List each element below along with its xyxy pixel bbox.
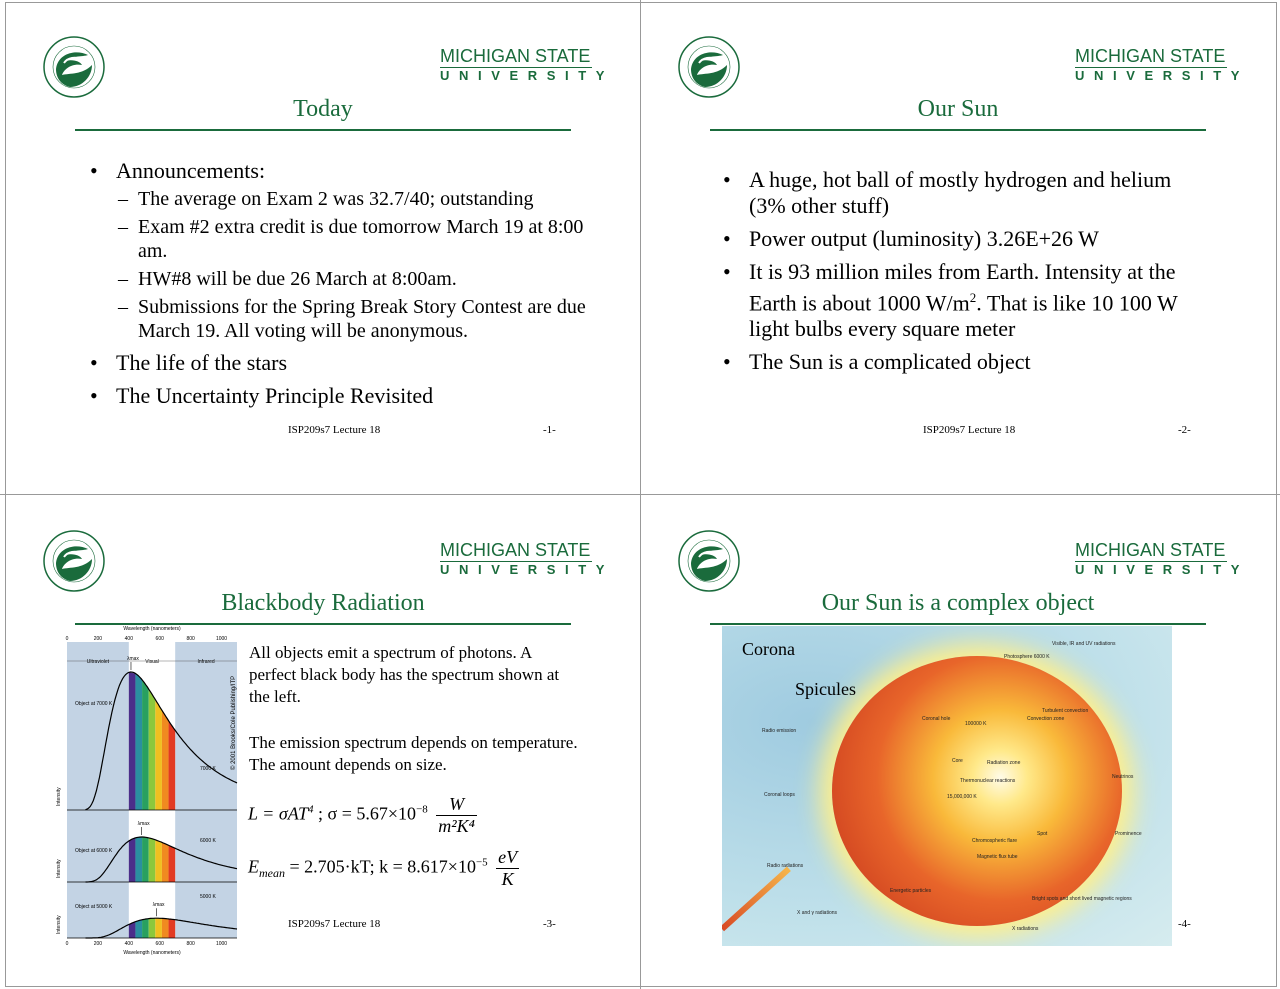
sun-label: Prominence	[1115, 831, 1142, 837]
spectrum-band	[155, 840, 162, 882]
object-label: Object at 6000 K	[75, 848, 113, 854]
numerator: eV	[498, 847, 518, 867]
label-corona: Corona	[742, 639, 795, 659]
slide-2-bullets	[723, 167, 1198, 382]
msu-line2: UNIVERSITY	[440, 68, 615, 83]
tick-label-bottom: 200	[93, 941, 103, 947]
eq-text: E	[248, 856, 259, 877]
lambda-max-label: λmax	[137, 821, 150, 827]
sun-label: X radiations	[1012, 926, 1039, 932]
spectrum-band	[155, 918, 162, 938]
sun-label: Convection zone	[1027, 716, 1065, 722]
object-label: Object at 5000 K	[75, 904, 113, 910]
spectrum-band	[162, 842, 169, 882]
slide-1-bullets	[90, 158, 590, 416]
mean-energy-equation	[248, 847, 519, 890]
spectrum-band	[142, 680, 149, 810]
tick-label-bottom: 1000	[215, 941, 228, 947]
bullet-text: Announcements:	[116, 158, 266, 183]
slide-footer: ISP209s7 Lecture 18	[288, 424, 381, 436]
title-rule	[710, 623, 1206, 625]
temperature-label: 7000 K	[200, 766, 216, 772]
sun-label: Coronal loops	[764, 792, 795, 798]
eq-text: L = σAT	[248, 803, 309, 824]
slide-1	[0, 0, 635, 494]
lambda-max-label: λmax	[126, 656, 139, 662]
sun-label: Spot	[1037, 831, 1048, 837]
slide-title: Blackbody Radiation	[221, 590, 425, 616]
sun-label: Chromospheric flare	[972, 838, 1018, 844]
tick-label-bottom: 600	[155, 941, 164, 947]
bullet-text: . That is like 10 100 W light bulbs every square meter	[749, 290, 1178, 342]
sun-label: Thermonuclear reactions	[960, 778, 1016, 784]
msu-line1: MICHIGAN STATE	[1075, 46, 1226, 66]
msu-line1: MICHIGAN STATE	[1075, 540, 1226, 560]
lambda-max-label: λmax	[152, 902, 165, 909]
eq-text: ; σ = 5.67×10	[313, 803, 417, 824]
spectrum-band	[169, 845, 176, 882]
spectrum-band	[155, 700, 162, 810]
object-label: Object at 7000 K	[75, 701, 113, 707]
spectrum-band	[169, 919, 176, 938]
bullet-text: It is 93 million miles from Earth. Intensity at the Earth is about 1000 W/m	[749, 259, 1176, 316]
msu-line2: UNIVERSITY	[1075, 68, 1250, 83]
spectrum-band	[135, 920, 142, 938]
sun-illustration	[832, 656, 1122, 926]
denominator: K	[501, 869, 514, 889]
sun-label: Photosphere 6000 K	[1004, 654, 1050, 660]
slide-title: Our Sun is a complex object	[821, 590, 1095, 616]
axis-title-bottom: Wavelength (nanometers)	[123, 950, 181, 956]
msu-wordmark	[440, 46, 615, 84]
eq-exp: −8	[416, 803, 428, 816]
spectrum-band	[135, 673, 142, 810]
numerator: W	[436, 794, 477, 816]
sun-label: Neutrinos	[1112, 774, 1134, 780]
bullet: • Power output (luminosity) 3.26E+26 W	[723, 226, 1198, 252]
region-label: Ultraviolet	[86, 659, 110, 665]
eq-exp: −5	[475, 856, 488, 869]
copyright: © 2001 Brooks/Cole Publishing/ITP	[231, 675, 237, 770]
eq-exp: 4	[308, 803, 314, 816]
slide-footer: ISP209s7 Lecture 18	[923, 424, 1016, 436]
sun-label: Core	[952, 758, 963, 764]
axis-title-top: Wavelength (nanometers)	[123, 626, 181, 632]
bullet: • The life of the stars	[90, 350, 590, 376]
spectrum-band	[142, 837, 149, 882]
msu-wordmark	[1075, 540, 1250, 578]
eq-text: = 2.705·kT; k = 8.617×10	[285, 856, 476, 877]
slide-page-number: -3-	[543, 918, 556, 930]
spectrum-band	[129, 672, 136, 810]
paragraph: The emission spectrum depends on temperature. The amount depends on size.	[249, 733, 578, 774]
label-spicules: Spicules	[795, 679, 856, 699]
region-label: Visual	[145, 659, 159, 665]
msu-wordmark	[1075, 46, 1250, 84]
fraction	[496, 847, 519, 890]
stefan-boltzmann-equation	[248, 794, 477, 837]
sun-label: Turbulent convection	[1042, 708, 1089, 714]
sun-label: 100000 K	[965, 721, 987, 727]
msu-line1: MICHIGAN STATE	[440, 46, 591, 66]
spectrum-band	[162, 710, 169, 810]
sun-label: Energetic particles	[890, 888, 932, 894]
blackbody-figure	[55, 620, 245, 960]
spectrum-band	[149, 689, 156, 810]
slide-page-number: -1-	[543, 424, 556, 436]
title-rule	[710, 129, 1206, 131]
tick-label-top: 1000	[215, 636, 228, 642]
sun-label: Radio emission	[762, 728, 797, 734]
sun-label: Visible, IR and UV radiations	[1052, 641, 1116, 647]
msu-line2: UNIVERSITY	[440, 562, 615, 577]
temperature-label: 5000 K	[200, 894, 216, 900]
tick-label-top: 0	[65, 636, 69, 642]
physics-astronomy-logo	[677, 35, 741, 99]
bullet: • The Uncertainty Principle Revisited	[90, 383, 590, 409]
msu-line1: MICHIGAN STATE	[440, 540, 591, 560]
slide-3	[0, 494, 635, 988]
physics-astronomy-logo	[42, 529, 106, 593]
eq-sub: mean	[259, 866, 285, 881]
physics-astronomy-logo	[42, 35, 106, 99]
slide-title: Our Sun	[917, 96, 999, 122]
sun-label: X and γ radiations	[797, 910, 838, 916]
paragraph: All objects emit a spectrum of photons. A perfect black body has the spectrum shown at the left.	[249, 643, 560, 706]
spectrum-band	[129, 838, 136, 882]
sun-structure-image	[722, 626, 1172, 946]
superscript: 2	[969, 290, 977, 305]
slide-title: Today	[293, 96, 353, 122]
slide-page-number: -4-	[1178, 918, 1191, 930]
spectrum-band	[149, 838, 156, 882]
sun-label: Radiation zone	[987, 760, 1021, 766]
temperature-label: 6000 K	[200, 838, 216, 844]
slide-2	[635, 0, 1270, 494]
slide-page-number: -2-	[1178, 424, 1191, 436]
spectrum-band	[142, 919, 149, 938]
bullet: • The Sun is a complicated object	[723, 349, 1198, 375]
physics-astronomy-logo	[677, 529, 741, 593]
intensity-label: Intensity	[56, 787, 62, 806]
spectrum-band	[162, 918, 169, 938]
tick-label-bottom: 400	[124, 941, 133, 947]
sub-bullet: – Submissions for the Spring Break Story Contest are due March 19. All voting will be anonymous.	[90, 295, 592, 343]
tick-label-top: 600	[155, 636, 164, 642]
tick-label-bottom: 800	[186, 941, 195, 947]
msu-line2: UNIVERSITY	[1075, 562, 1250, 577]
sub-bullet: – The average on Exam 2 was 32.7/40; outstanding	[90, 187, 590, 211]
spectrum-band	[169, 721, 176, 810]
fraction	[436, 794, 477, 837]
tick-label-top: 400	[124, 636, 133, 642]
tick-label-top: 200	[93, 636, 103, 642]
bullet	[90, 158, 590, 343]
msu-wordmark	[440, 540, 615, 578]
bullet: • A huge, hot ball of mostly hydrogen and helium (3% other stuff)	[723, 167, 1198, 219]
tick-label-bottom: 0	[65, 941, 69, 947]
light-beam	[722, 867, 791, 932]
spectrum-band	[135, 837, 142, 882]
slide-footer: ISP209s7 Lecture 18	[288, 918, 381, 930]
bullet	[723, 259, 1198, 342]
sun-label: 15,000,000 K	[947, 794, 977, 800]
title-rule	[75, 129, 571, 131]
intensity-label: Intensity	[56, 915, 62, 934]
denominator: m²K⁴	[438, 816, 475, 836]
spectrum-band	[149, 918, 156, 938]
intensity-label: Intensity	[56, 859, 62, 878]
sub-bullet: – Exam #2 extra credit is due tomorrow March 19 at 8:00 am.	[90, 215, 590, 263]
title-rule	[75, 623, 571, 625]
region-label: Infrared	[197, 659, 215, 665]
sub-bullet: – HW#8 will be due 26 March at 8:00am.	[90, 267, 590, 291]
sun-label: Magnetic flux tube	[977, 854, 1018, 860]
sun-label: Radio radiations	[767, 863, 804, 869]
sun-label: Bright spots and short lived magnetic regions	[1032, 896, 1132, 902]
sun-label: Coronal hole	[922, 716, 951, 722]
tick-label-top: 800	[186, 636, 195, 642]
